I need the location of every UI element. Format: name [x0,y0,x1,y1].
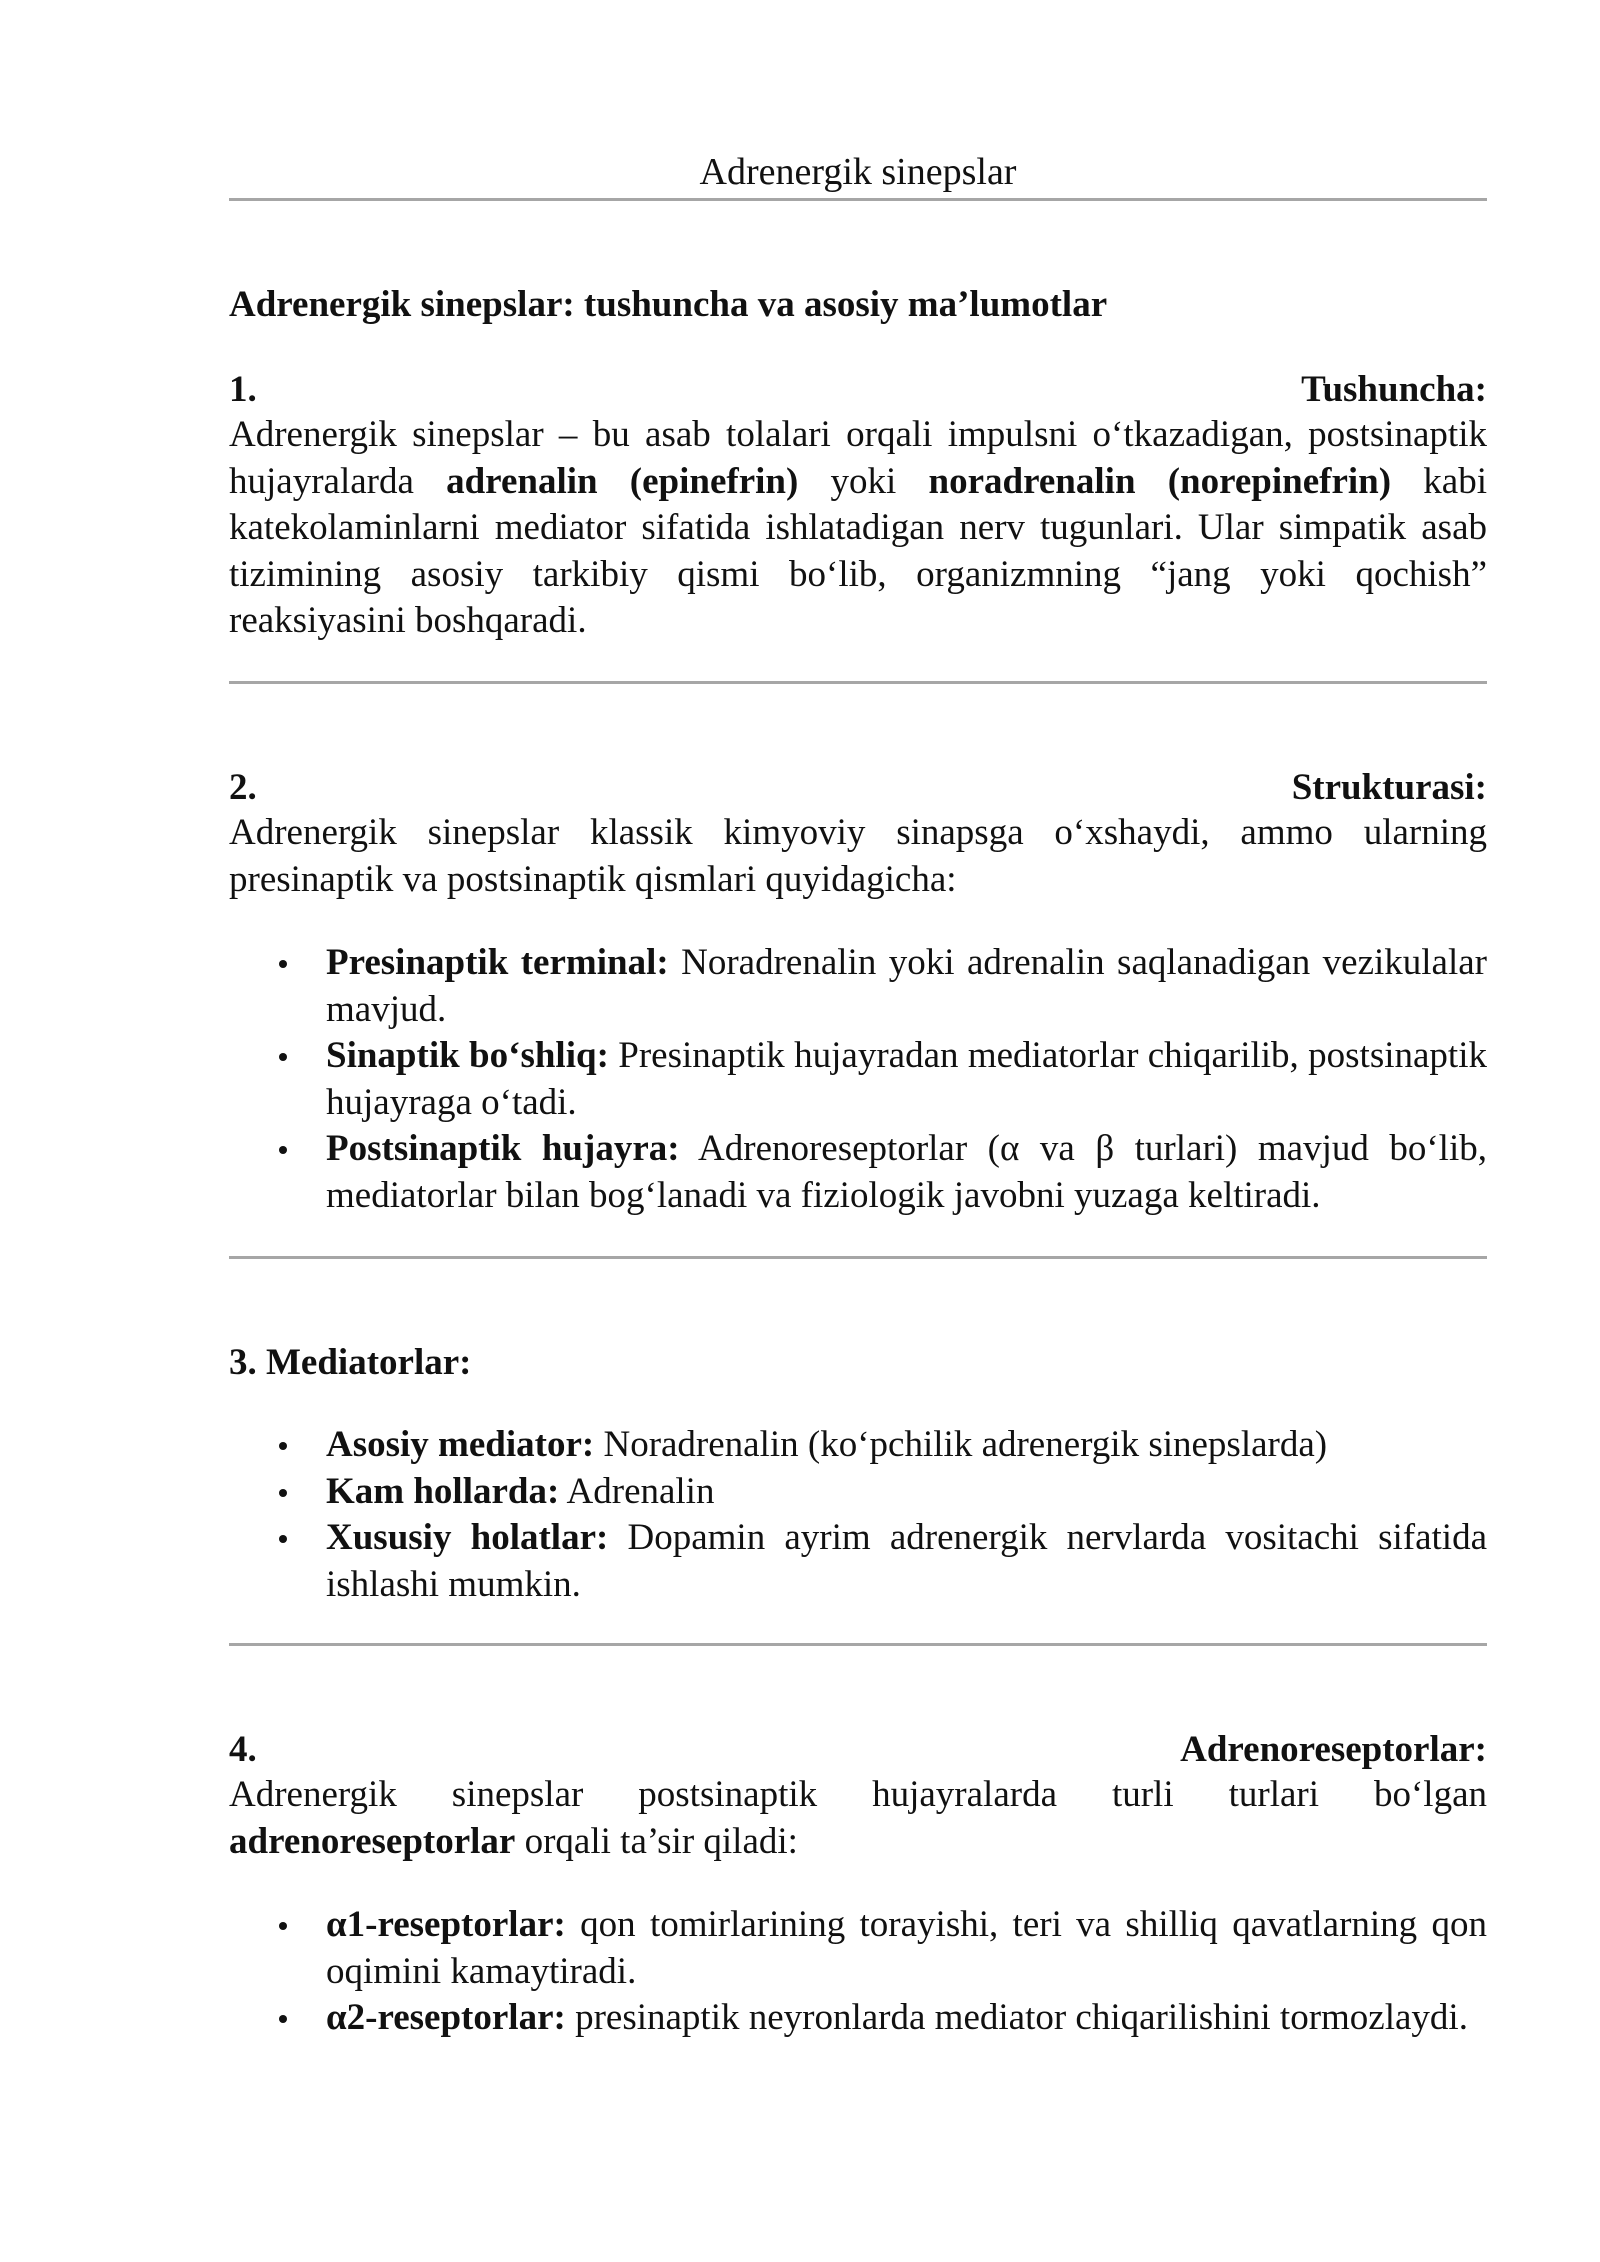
section-3-heading [229,1340,1487,1386]
section-divider [229,1256,1487,1259]
bold-term-adrenoreseptorlar: adrenoreseptorlar [229,1820,516,1862]
bullet-icon [279,2015,287,2023]
list-item-text: Presinaptik hujayradan mediatorlar chiqarilib, postsinaptik hujayraga o‘tadi. [326,1035,1487,1123]
bold-term-adrenalin: adrenalin (epinefrin) [446,460,799,502]
list-item [229,1126,1487,1219]
list-item [229,1469,1487,1516]
list-item [229,1033,1487,1126]
section-4-list [229,1902,1487,2042]
list-item-text: Noradrenalin (ko‘pchilik adrenergik sinepslarda) [594,1424,1328,1465]
section-2-title: Strukturasi: [1291,767,1487,808]
section-1-number: 1. [229,369,257,410]
bullet-icon [279,1053,287,1061]
list-item-text: qon tomirlarining torayishi, teri va shilliq qavatlarning qon oqimini kamaytiradi. [326,1904,1487,1992]
list-item [229,1515,1487,1608]
list-item-text: Noradrenalin yoki adrenalin saqlanadigan vezikulalar mavjud. [326,942,1487,1030]
list-item-term: Xususiy holatlar: [326,1517,609,1558]
text-run: kabi katekolaminlarni mediator sifatida ishlatadigan nerv tugunlari. Ular simpatik asab tizimining asosiy tarkibiy qismi bo‘lib, organizmning “jang yoki qochish” reaksiyasini boshqaradi. [229,460,1488,641]
section-3-title: Mediatorlar: [266,1342,472,1383]
document-title: Adrenergik sinepslar: tushuncha va asosiy ma’lumotlar [229,284,1108,325]
list-item-text: Adrenalin [559,1470,715,1512]
text-run: orqali ta’sir qiladi: [515,1820,798,1862]
list-item [229,1422,1487,1469]
section-4-title: Adrenoreseptorlar: [1180,1729,1487,1770]
list-item [229,1902,1487,1995]
list-item-text: Dopamin ayrim adrenergik nervlarda vositachi sifatida ishlashi mumkin. [326,1517,1488,1605]
running-header: Adrenergik sinepslar [699,151,1017,193]
list-item-text: Adrenoreseptorlar (α va β turlari) mavjud bo‘lib, mediatorlar bilan bog‘lanadi va fiziologik javobni yuzaga keltiradi. [326,1128,1487,1216]
header-rule [229,198,1487,201]
section-1-title: Tushuncha: [1301,369,1487,410]
text-run: Adrenergik sinepslar postsinaptik hujayralarda turli turlari bo‘lgan [229,1774,1487,1815]
bullet-icon [279,960,287,968]
list-item-term: α1-reseptorlar: [326,1904,566,1945]
list-item-term: α2-reseptorlar: [326,1997,566,2038]
section-divider [229,1643,1487,1646]
section-2-number: 2. [229,767,257,808]
section-4-heading [229,1727,1487,1773]
list-item [229,940,1487,1033]
section-divider [229,681,1487,684]
section-1-paragraph [229,412,1487,645]
bullet-icon [279,1442,287,1450]
list-item-term: Asosiy mediator: [326,1424,595,1465]
section-3-number: 3. [229,1342,257,1383]
bullet-icon [279,1489,287,1497]
section-1-heading [229,367,1487,413]
section-4-number: 4. [229,1729,257,1770]
bullet-icon [279,1146,287,1154]
section-2-intro: Adrenergik sinepslar klassik kimyoviy sinapsga o‘xshaydi, ammo ularning presinaptik va postsinaptik qismlari quyidagicha: [229,812,1487,900]
text-run: Adrenergik sinepslar – bu asab tolalari orqali impulsni o‘tkazadigan, postsinaptik hujayralarda [229,414,1487,502]
list-item-term: Presinaptik terminal: [326,942,669,983]
section-4-intro [229,1772,1487,1865]
bullet-icon [279,1535,287,1543]
section-2-heading [229,765,1487,811]
list-item-term: Postsinaptik hujayra: [326,1128,680,1169]
bullet-icon [279,1922,287,1930]
list-item-term: Kam hollarda: [326,1470,560,1512]
list-item-term: Sinaptik bo‘shliq: [326,1035,609,1076]
list-item [229,1995,1487,2042]
list-item-text: presinaptik neyronlarda mediator chiqarilishini tormozlaydi. [565,1997,1468,2038]
bold-term-noradrenalin: noradrenalin (norepinefrin) [928,460,1392,502]
section-3-list [229,1422,1487,1608]
text-run: yoki [798,460,929,502]
section-2-list [229,940,1487,1219]
